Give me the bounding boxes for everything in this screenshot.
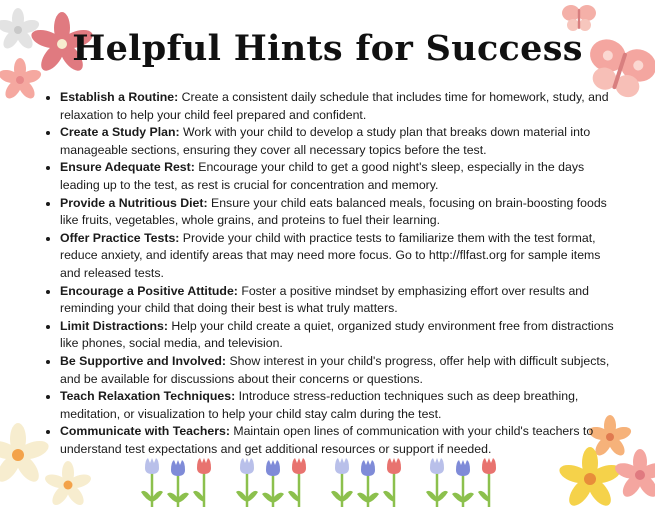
flower-cream-small-icon	[43, 461, 92, 507]
list-item	[60, 318, 620, 353]
hint-text: Foster a positive mindset by emphasizing effort over results and reminding your child that doing their best is what truly matters.	[60, 283, 589, 316]
list-item	[60, 353, 620, 388]
list-item	[60, 230, 620, 283]
hint-label: Create a Study Plan:	[60, 125, 180, 140]
list-item	[60, 283, 620, 318]
hint-text: Help your child create a quiet, organized study environment free from distractions like phones, social media, and television.	[60, 318, 614, 351]
hint-label: Limit Distractions:	[60, 318, 168, 333]
hint-label: Encourage a Positive Attitude:	[60, 283, 238, 298]
list-item	[60, 195, 620, 230]
hint-label: Communicate with Teachers:	[60, 424, 230, 439]
hint-label: Offer Practice Tests:	[60, 230, 180, 245]
hint-text: Show interest in your child's progress, offer help with difficult subjects, and be available for discussions about their concerns or questions.	[60, 353, 610, 386]
hint-label: Establish a Routine:	[60, 90, 179, 104]
hint-text: Work with your child to develop a study plan that breaks down material into manageable sections, ensuring they cover all necessary topics before the test.	[60, 125, 591, 157]
hint-label: Provide a Nutritious Diet:	[60, 195, 208, 210]
hint-label: Be Supportive and Involved:	[60, 353, 227, 368]
hint-text: Introduce stress-reduction techniques such as deep breathing, meditation, or visualization to help your child stay calm during the test.	[60, 389, 579, 421]
flower-cream-icon	[0, 423, 51, 486]
list-item	[60, 89, 620, 124]
list-item	[60, 124, 620, 159]
decorative-tulip-row	[135, 458, 520, 507]
hint-text: Encourage your child to get a good night's sleep, especially in the days leading up to the test, as rest is crucial for concentration and memory.	[60, 160, 585, 192]
hint-text: Ensure your child eats balanced meals, focusing on brain-boosting foods like fruits, vegetables, whole grains, and proteins to fuel their learning.	[60, 195, 607, 228]
hints-list	[48, 89, 620, 458]
list-item	[60, 388, 620, 423]
hint-text: Create a consistent daily schedule that includes time for homework, study, and relaxation to help your child feel prepared and confident.	[60, 90, 609, 122]
hint-label: Teach Relaxation Techniques:	[60, 389, 236, 404]
hint-text: Provide your child with practice tests to familiarize them with the test format, reduce anxiety, and identify areas that may need more focus. Go to http://flfast.org for sample items and released tests.	[60, 230, 601, 280]
hint-text: Maintain open lines of communication with your child's teachers to understand test expectations and get additional resources or support if needed.	[60, 424, 594, 456]
list-item	[60, 159, 620, 194]
page-title: Helpful Hints for Success	[72, 28, 583, 69]
list-item	[60, 423, 620, 458]
hint-label: Ensure Adequate Rest:	[60, 160, 195, 175]
